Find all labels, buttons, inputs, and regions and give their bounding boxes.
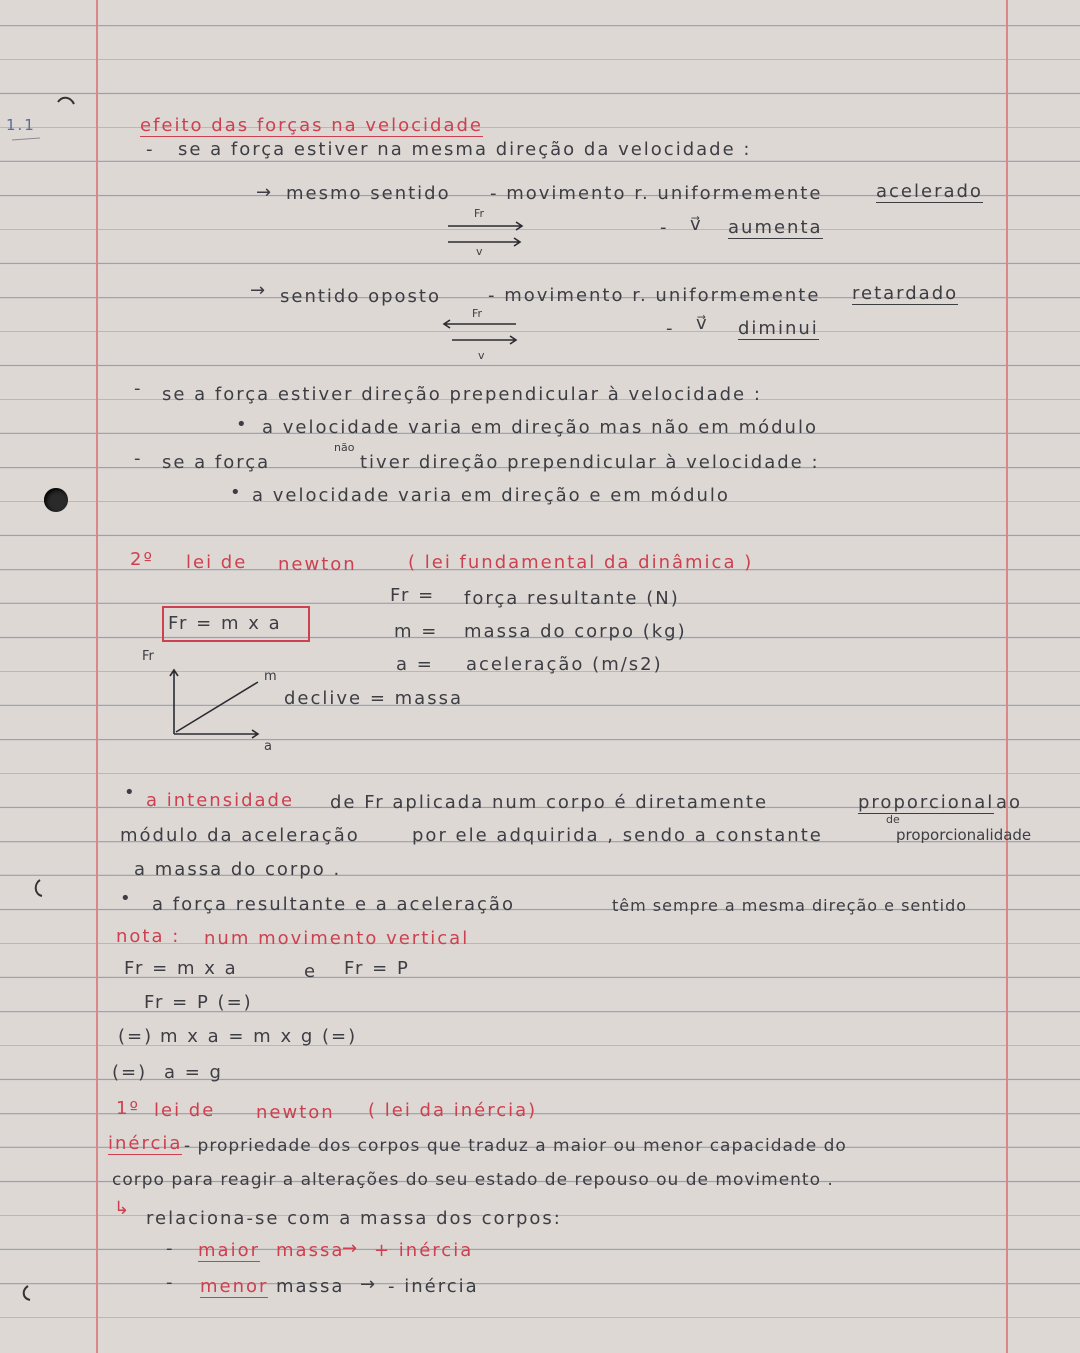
def-fr: força resultante (N) <box>464 588 680 609</box>
menos-inercia: - inércia <box>388 1276 479 1297</box>
def-a: aceleração (m/s2) <box>466 654 663 675</box>
bullet-dot: • <box>230 482 243 503</box>
lei-de: lei de <box>186 552 248 573</box>
equivalent-symbol: (=) <box>118 1026 154 1047</box>
graph-x-label: a <box>264 739 272 754</box>
line-varia-modulo: a velocidade varia em direção e em módulo <box>252 485 730 506</box>
fr-label-2: Fr <box>472 307 483 320</box>
p2-a: a força resultante e a aceleração <box>152 894 515 915</box>
arrow: → <box>360 1274 378 1295</box>
proporcional: proporcional <box>858 792 995 813</box>
inercia-def-2: corpo para reagir a alterações do seu estado de repouso ou de movimento . <box>112 1170 834 1190</box>
v-vector-symbol: v⃗ <box>690 214 703 235</box>
modulo-aceleracao: módulo da aceleração <box>120 825 360 846</box>
mais-inercia: + inércia <box>374 1240 474 1261</box>
lei-fundamental: ( lei fundamental da dinâmica ) <box>408 552 754 573</box>
section-number: 1.1 <box>6 116 36 134</box>
sketch-mark <box>12 138 40 140</box>
graph-line <box>176 682 258 732</box>
equation-1a: Fr = m x a <box>124 958 238 979</box>
dash: - <box>666 318 675 339</box>
p2-b: têm sempre a mesma direção e sentido <box>612 896 968 915</box>
a-intensidade: a intensidade <box>146 790 295 811</box>
bullet-dot: • <box>236 414 249 435</box>
equation-1b: e <box>304 961 318 982</box>
sketch-mark <box>24 1286 30 1300</box>
maior: maior <box>198 1240 260 1261</box>
proporcionalidade: proporcionalidade <box>896 826 1032 844</box>
line-prependicular: se a força estiver direção prependicular à velocidade : <box>162 384 762 405</box>
v-vector-symbol: v⃗ <box>696 313 709 334</box>
graph-y-label: Fr <box>142 649 154 664</box>
sketch-mark <box>58 98 74 104</box>
equation-3: m x a = m x g (=) <box>160 1026 358 1047</box>
return-arrow: ↳ <box>114 1198 132 1219</box>
graph-y-axis <box>170 670 178 734</box>
se-a-forca: se a força <box>162 452 271 473</box>
p1-line2: por ele adquirida , sendo a constante <box>412 825 823 846</box>
v-label-1: v <box>476 245 483 258</box>
sentido-oposto: sentido oposto <box>280 286 441 307</box>
arrow-bullet: → <box>256 182 274 203</box>
inercia-term: inércia <box>108 1133 183 1154</box>
de-insert: de <box>886 813 900 826</box>
dash: - <box>146 139 155 160</box>
newton: newton <box>278 554 357 575</box>
p1-line3: a massa do corpo . <box>134 859 342 880</box>
dash: - <box>166 1238 175 1259</box>
nota-text: num movimento vertical <box>204 928 470 949</box>
def-fr-symbol: Fr = <box>390 585 436 606</box>
tiver-prependicular: tiver direção prependicular à velocidade : <box>360 452 820 473</box>
line-varia-direcao: a velocidade varia em direção mas não em módulo <box>262 417 818 438</box>
aumenta: aumenta <box>728 217 823 238</box>
ao: ao <box>996 792 1023 813</box>
acelerado: acelerado <box>876 181 983 202</box>
nao-insert: não <box>334 441 355 454</box>
first-law-number: 1º <box>116 1098 140 1119</box>
force-arrow-left <box>444 320 516 328</box>
p1-line1: de Fr aplicada num corpo é diretamente <box>330 792 769 813</box>
arrow: → <box>342 1238 360 1259</box>
def-a-symbol: a = <box>396 654 434 675</box>
massa: massa <box>276 1276 345 1297</box>
diminui: diminui <box>738 318 819 339</box>
declive-massa: declive = massa <box>284 688 464 709</box>
lei-inercia: ( lei da inércia) <box>368 1100 538 1121</box>
graph-m-label: m <box>264 669 277 684</box>
newton: newton <box>256 1102 335 1123</box>
second-law-number: 2º <box>130 549 154 570</box>
menor: menor <box>200 1276 269 1297</box>
velocity-arrow-right-2 <box>452 336 516 344</box>
equation-2: Fr = P (=) <box>144 992 253 1013</box>
force-arrow-right <box>448 222 522 230</box>
lei-de: lei de <box>154 1100 216 1121</box>
graph-x-axis <box>174 730 258 738</box>
dash: - <box>166 1272 175 1293</box>
sketch-mark <box>36 880 42 896</box>
dash: - <box>134 448 143 469</box>
formula-fr-ma: Fr = m x a <box>168 613 282 634</box>
velocity-arrow-right <box>448 238 520 246</box>
v-label-2: v <box>478 349 485 362</box>
equation-1c: Fr = P <box>344 958 410 979</box>
fr-label-1: Fr <box>474 207 485 220</box>
movimento-acelerado: - movimento r. uniformemente <box>490 183 823 204</box>
dash: - <box>134 378 143 399</box>
movimento-retardado: - movimento r. uniformemente <box>488 285 821 306</box>
line-mesma-direcao: se a força estiver na mesma direção da velocidade : <box>178 139 752 160</box>
def-m-symbol: m = <box>394 621 439 642</box>
bullet-dot: • <box>120 888 133 909</box>
relaciona-se: relaciona-se com a massa dos corpos: <box>146 1208 562 1229</box>
massa: massa <box>276 1240 345 1261</box>
dash: - <box>660 217 669 238</box>
heading-efeito: efeito das forças na velocidade <box>140 115 483 136</box>
arrow-bullet: → <box>250 280 268 301</box>
inercia-def-1: - propriedade dos corpos que traduz a maior ou menor capacidade do <box>184 1136 847 1156</box>
retardado: retardado <box>852 283 959 304</box>
equivalent-symbol: (=) <box>112 1062 148 1083</box>
equation-4: a = g <box>164 1062 223 1083</box>
mesmo-sentido: mesmo sentido <box>286 183 451 204</box>
nota-label: nota : <box>116 926 181 947</box>
bullet-dot: • <box>124 782 137 803</box>
def-m: massa do corpo (kg) <box>464 621 687 642</box>
